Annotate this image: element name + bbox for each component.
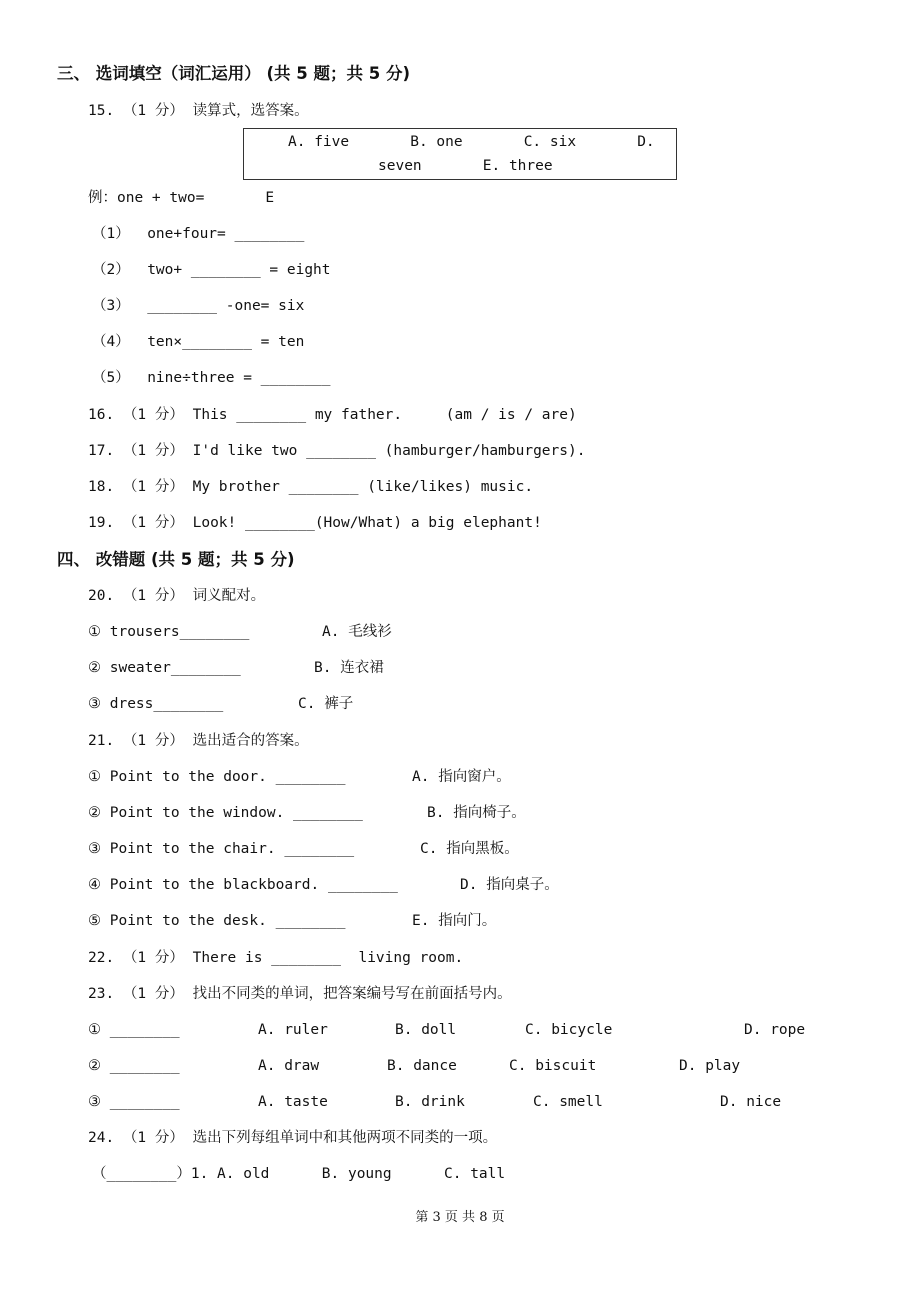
answer-choices-line-1: A. five B. one C. six D. (288, 134, 655, 150)
q20-left-1: ① trousers________ (88, 624, 250, 640)
q21-right-5: E. 指向门。 (412, 913, 497, 929)
section-3-heading: 三、 选词填空（词汇运用） (共 5 题；共 5 分) (57, 64, 411, 83)
q23-row1-blank: ① ________ (88, 1022, 180, 1038)
q15-item-3: （3） ________ -one= six (92, 298, 305, 314)
question-24-stem: 24. （1 分） 选出下列每组单词中和其他两项不同类的一项。 (88, 1130, 498, 1146)
question-20-stem: 20. （1 分） 词义配对。 (88, 588, 266, 604)
q21-left-1: ① Point to the door. ________ (88, 769, 346, 785)
q21-left-4: ④ Point to the blackboard. ________ (88, 877, 398, 893)
q23-row1-a: A. ruler (258, 1022, 328, 1038)
q15-item-2: （2） two+ ________ = eight (92, 262, 331, 278)
q23-row3-b: B. drink (395, 1094, 465, 1110)
q23-row3-a: A. taste (258, 1094, 328, 1110)
question-19: 19. （1 分） Look! ________(How/What) a big elephant! (88, 515, 542, 531)
q23-row2-b: B. dance (387, 1058, 457, 1074)
page-footer: 第 3 页 共 8 页 (415, 1210, 505, 1225)
q21-left-2: ② Point to the window. ________ (88, 805, 363, 821)
q20-right-3: C. 裤子 (298, 696, 354, 712)
q23-row3-d: D. nice (720, 1094, 782, 1110)
q23-row2-c: C. biscuit (509, 1058, 597, 1074)
q20-right-1: A. 毛线衫 (322, 624, 392, 640)
q24-row-1: （________）1. A. old B. young C. tall (92, 1166, 506, 1182)
question-23-stem: 23. （1 分） 找出不同类的单词，把答案编号写在前面括号内。 (88, 986, 512, 1002)
question-22: 22. （1 分） There is ________ living room. (88, 950, 464, 966)
q15-item-1: （1） one+four= ________ (92, 226, 305, 242)
section-4-heading: 四、 改错题 (共 5 题；共 5 分) (57, 550, 295, 569)
q23-row3-blank: ③ ________ (88, 1094, 180, 1110)
q20-left-2: ② sweater________ (88, 660, 241, 676)
answer-choices-line-2: seven E. three (378, 158, 553, 174)
q23-row1-c: C. bicycle (525, 1022, 613, 1038)
q23-row2-d: D. play (679, 1058, 741, 1074)
q21-right-4: D. 指向桌子。 (460, 877, 559, 893)
question-18: 18. （1 分） My brother ________ (like/likes) music. (88, 479, 534, 495)
q23-row2-a: A. draw (258, 1058, 320, 1074)
q15-item-5: （5） nine÷three = ________ (92, 370, 331, 386)
question-15-stem: 15. （1 分） 读算式，选答案。 (88, 103, 309, 119)
q23-row3-c: C. smell (533, 1094, 603, 1110)
q21-left-3: ③ Point to the chair. ________ (88, 841, 355, 857)
question-21-stem: 21. （1 分） 选出适合的答案。 (88, 733, 309, 749)
q23-row1-d: D. rope (744, 1022, 806, 1038)
question-17: 17. （1 分） I'd like two ________ (hamburger/hamburgers). (88, 443, 586, 459)
example-line: 例：one + two= E (88, 190, 275, 206)
q21-right-3: C. 指向黑板。 (420, 841, 519, 857)
question-16: 16. （1 分） This ________ my father. (am / is / are) (88, 407, 577, 423)
q21-left-5: ⑤ Point to the desk. ________ (88, 913, 346, 929)
q23-row1-b: B. doll (395, 1022, 457, 1038)
q15-item-4: （4） ten×________ = ten (92, 334, 305, 350)
q23-row2-blank: ② ________ (88, 1058, 180, 1074)
q20-right-2: B. 连衣裙 (314, 660, 384, 676)
q21-right-1: A. 指向窗户。 (412, 769, 511, 785)
q21-right-2: B. 指向椅子。 (427, 805, 526, 821)
q20-left-3: ③ dress________ (88, 696, 224, 712)
